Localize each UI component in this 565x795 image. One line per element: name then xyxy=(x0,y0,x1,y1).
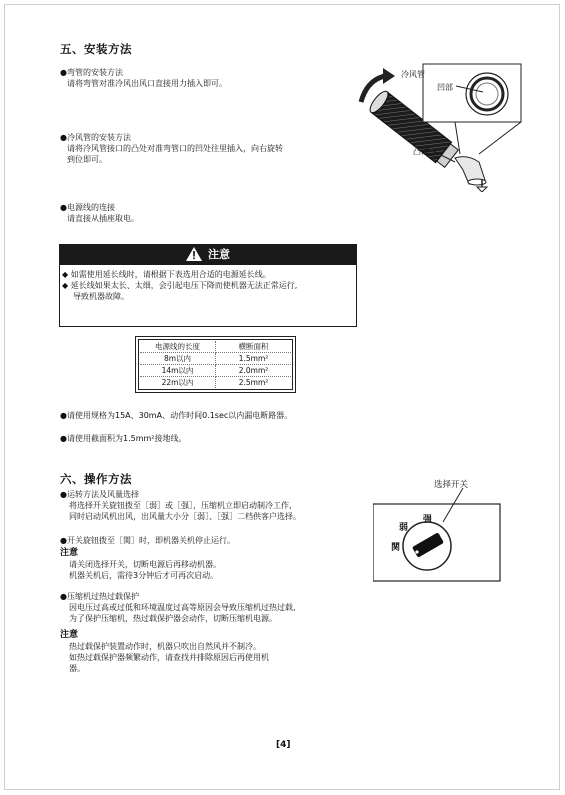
run-method-text-2: 同时启动风机出风，出风量大小分［弱］、［强］二档供客户选择。 xyxy=(69,512,301,521)
table-header-row xyxy=(140,341,291,353)
table-cell: 1.5mm² xyxy=(216,353,292,365)
recess-label: 凹部 xyxy=(437,83,453,92)
table-cell: 14m以内 xyxy=(140,365,216,377)
caution-1-line-1: 请关闭选择开关，切断电源后再移动机器。 xyxy=(69,560,221,569)
caution-header xyxy=(59,244,357,264)
table-header-length: 电源线的长度 xyxy=(140,341,216,353)
caution-2-line-2: 如热过载保护器频繁动作，请查找并排除原因后再使用机 xyxy=(69,653,269,662)
run-method-text-1: 将选择开关旋钮拨至［弱］或［强］，压缩机立即启动制冷工作, xyxy=(69,501,292,510)
caution-body xyxy=(59,264,357,327)
overload-heading: ●压缩机过热过载保护 xyxy=(60,592,139,601)
caution-2-title: 注意 xyxy=(60,630,79,640)
elbow-install-heading: ●弯管的安装方法 xyxy=(60,68,123,77)
duct-install-heading: ●冷风管的安装方法 xyxy=(60,133,131,142)
run-method-heading: ●运转方法及风量选择 xyxy=(60,490,139,499)
power-cord-heading: ●电源线的连接 xyxy=(60,203,115,212)
table-row xyxy=(140,353,291,365)
knob-strong-label: 强 xyxy=(423,515,433,525)
overload-text-1: 因电压过高或过低和环境温度过高等原因会导致压缩机过热过载, xyxy=(69,603,296,612)
selector-switch-label: 选择开关 xyxy=(434,480,469,490)
caution-line-3: 导致机器故障。 xyxy=(73,292,129,301)
page-number: [4] xyxy=(276,740,291,750)
stop-text: ●开关旋钮拨至［関］时，即机器关机停止运行。 xyxy=(60,536,235,545)
knob-weak-label: 弱 xyxy=(399,523,409,533)
caution-line-1: ◆ 如需使用延长线时，请根据下表选用合适的电源延长线。 xyxy=(62,270,271,279)
duct-install-text-1: 请将冷风管接口的凸处对准弯管口的凹处往里插入，向右旋转 xyxy=(67,144,283,153)
table-cell: 2.0mm² xyxy=(216,365,292,377)
caution-2-line-1: 热过载保护装置动作时，机器只吹出自然风并不制冷。 xyxy=(69,642,261,651)
caution-2-line-3: 器。 xyxy=(69,664,85,673)
caution-box xyxy=(59,244,357,327)
caution-title: 注意 xyxy=(208,248,230,261)
cold-duct-label: 冷风管 xyxy=(401,70,425,79)
table-cell: 8m以内 xyxy=(140,353,216,365)
bump-label: 凸部 xyxy=(413,147,429,156)
table-row xyxy=(140,365,291,377)
elbow-install-text: 请将弯管对准冷风出风口直接用力插入即可。 xyxy=(67,79,227,88)
duct-install-text-2: 到位即可。 xyxy=(67,155,107,164)
table-cell: 2.5mm² xyxy=(238,378,269,387)
caution-1-line-2: 机器关机后，需待3分钟后才可再次启动。 xyxy=(69,571,219,580)
table-header-area: 横断面积 xyxy=(216,341,292,353)
ground-wire-note: ●请使用截面积为1.5mm²接地线。 xyxy=(60,434,187,443)
table-row xyxy=(140,377,291,389)
breaker-note: ●请使用规格为15A、30mA、动作时间0.1sec以内漏电断路器。 xyxy=(60,411,293,420)
knob-off-label: 関 xyxy=(391,543,401,553)
warning-icon xyxy=(186,247,202,261)
extension-cord-table xyxy=(135,336,296,393)
overload-text-2: 为了保护压缩机，热过载保护器会动作，切断压缩机电源。 xyxy=(69,614,277,623)
table-cell: 22m以内 xyxy=(140,377,216,389)
caution-1-title: 注意 xyxy=(60,548,79,558)
section-5-title: 五、安装方法 xyxy=(60,42,132,56)
selector-knob-illustration xyxy=(373,488,503,583)
section-6-title: 六、操作方法 xyxy=(60,472,132,486)
power-cord-text: 请直接从插座取电。 xyxy=(67,214,139,223)
caution-line-2: ◆ 延长线如果太长、太细，会引起电压下降而使机器无法正常运行, xyxy=(62,281,298,290)
